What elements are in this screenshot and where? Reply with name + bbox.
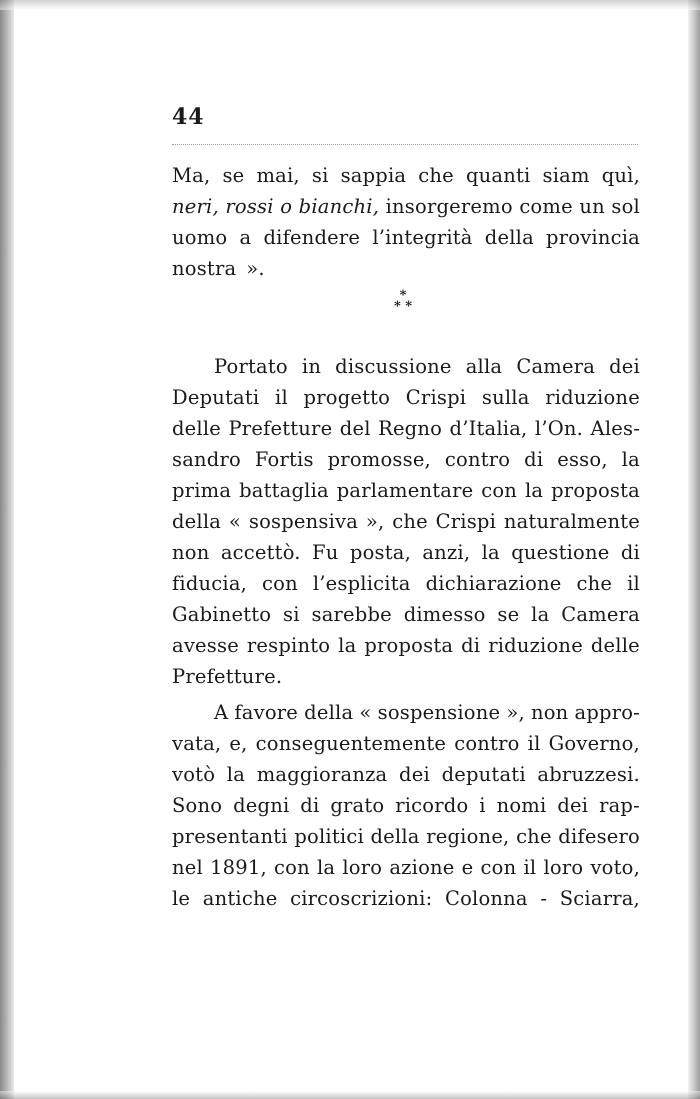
word: 1891, — [210, 856, 267, 879]
word: la — [316, 856, 336, 879]
word: Prefetture. — [172, 665, 283, 688]
asterism-bottom: * * — [393, 299, 413, 314]
word: Ales- — [590, 417, 640, 440]
word: ricordo — [395, 794, 469, 817]
word: dichiarazione — [425, 572, 562, 595]
word: il — [527, 732, 541, 755]
text-line — [172, 191, 640, 222]
word: dei — [399, 763, 430, 786]
word: il — [523, 856, 537, 879]
word: politici — [294, 825, 364, 848]
paragraph-vote — [172, 697, 640, 914]
word: che — [516, 825, 552, 848]
word: », — [365, 510, 385, 533]
word: delle — [172, 417, 222, 440]
word: « — [359, 701, 372, 724]
word: della — [484, 226, 534, 249]
word: alla — [465, 355, 503, 378]
word: esso, — [557, 448, 608, 471]
text-line — [172, 506, 640, 537]
word: difesero — [558, 825, 640, 848]
word: antiche — [202, 887, 278, 910]
text-line — [172, 728, 640, 759]
word: deputati — [441, 763, 526, 786]
text-line — [172, 351, 640, 382]
word: nel — [172, 856, 203, 879]
word: dei — [557, 794, 589, 817]
text-line — [172, 821, 640, 852]
word: loro — [342, 856, 383, 879]
word: Deputati — [172, 386, 260, 409]
word: Ma, — [172, 164, 211, 187]
word: grato — [330, 794, 385, 817]
word: la — [481, 541, 500, 564]
word: che — [576, 572, 613, 595]
word: delle — [590, 634, 640, 657]
word: della — [304, 701, 354, 724]
word: del — [339, 417, 371, 440]
word: Crispi — [435, 510, 497, 533]
word: sappia — [340, 164, 407, 187]
word: che — [392, 510, 428, 533]
word-italic: bianchi, — [298, 195, 380, 218]
word: la — [531, 603, 550, 626]
word: si — [311, 164, 329, 187]
word: sandro — [172, 448, 241, 471]
word: Prefetture — [228, 417, 333, 440]
text-line — [172, 444, 640, 475]
word: promosse, — [327, 448, 431, 471]
text-line — [172, 883, 640, 914]
scan-edge-left — [0, 0, 14, 1099]
word: a — [239, 226, 252, 249]
text-line — [172, 413, 640, 444]
word: A — [214, 701, 229, 724]
word: e — [461, 856, 474, 879]
word: Sciarra, — [559, 887, 640, 910]
word: conseguentemente — [255, 732, 447, 755]
word: la — [338, 634, 357, 657]
word: dei — [609, 355, 640, 378]
word: Portato — [214, 355, 288, 378]
word: circoscrizioni: — [290, 887, 433, 910]
scan-edge-right — [688, 0, 700, 1099]
word: proposta — [364, 634, 454, 657]
text-line — [172, 759, 640, 790]
word: i — [479, 794, 486, 817]
word: siam — [542, 164, 590, 187]
paragraph-quote-ending — [172, 160, 640, 284]
word: un — [579, 195, 605, 218]
word: anzi, — [422, 541, 471, 564]
word: - — [540, 887, 548, 910]
word: fiducia, — [172, 572, 248, 595]
word: riduzione — [488, 634, 583, 657]
word: le — [172, 887, 191, 910]
word: d’Italia, — [449, 417, 528, 440]
word: Fu — [312, 541, 339, 564]
word: in — [301, 355, 322, 378]
word: insorgeremo — [385, 195, 513, 218]
word: di — [620, 541, 640, 564]
word: Colonna — [444, 887, 528, 910]
word: presentanti — [172, 825, 288, 848]
paragraph-main — [172, 351, 640, 692]
word: avesse — [172, 634, 239, 657]
text-line — [172, 160, 640, 191]
word: il — [627, 572, 640, 595]
text-line — [172, 222, 640, 253]
scan-edge-top — [0, 0, 700, 10]
word: maggioranza — [256, 763, 388, 786]
word-italic: rossi — [225, 195, 274, 218]
word: l’esplicita — [312, 572, 411, 595]
word: Regno — [378, 417, 443, 440]
word: vata, — [172, 732, 222, 755]
text-line — [172, 537, 640, 568]
word: uomo — [172, 226, 228, 249]
word-italic: neri, — [172, 195, 219, 218]
word: provincia — [546, 226, 640, 249]
word: sarebbe — [311, 603, 392, 626]
word: della — [370, 825, 420, 848]
word: degni — [233, 794, 290, 817]
word: e, — [229, 732, 248, 755]
page-number: 44 — [172, 104, 205, 130]
text-line — [172, 661, 640, 692]
word: sol — [611, 195, 640, 218]
word: Gabinetto — [172, 603, 272, 626]
word: con — [481, 479, 518, 502]
word: voto, — [590, 856, 640, 879]
word: appro- — [574, 701, 640, 724]
word: abruzzesi. — [537, 763, 640, 786]
word: difendere — [263, 226, 361, 249]
word: « — [228, 510, 242, 533]
text-line — [172, 630, 640, 661]
word: contro — [454, 732, 520, 755]
word: regione, — [426, 825, 510, 848]
word: Governo, — [548, 732, 640, 755]
word: accettò. — [220, 541, 301, 564]
word: la — [226, 763, 246, 786]
word: con — [274, 856, 310, 879]
word: respinto — [246, 634, 331, 657]
word: progetto — [303, 386, 391, 409]
word: nostra — [172, 257, 237, 280]
word: parlamentare — [336, 479, 474, 502]
word: sospensiva — [248, 510, 359, 533]
header-rule — [172, 144, 638, 145]
word: di — [300, 794, 320, 817]
word-italic: o — [280, 195, 293, 218]
word: quì, — [601, 164, 640, 187]
word: di — [461, 634, 481, 657]
word: Camera — [561, 603, 640, 626]
section-asterism — [388, 290, 418, 312]
word: », — [506, 701, 525, 724]
text-line — [172, 697, 640, 728]
word: Fortis — [254, 448, 314, 471]
text-line — [172, 568, 640, 599]
word: dimesso — [403, 603, 486, 626]
word: si — [283, 603, 300, 626]
word: nomi — [496, 794, 547, 817]
word: la — [524, 479, 544, 502]
scan-edge-bottom — [0, 1091, 700, 1099]
word: se — [222, 164, 245, 187]
word: posta, — [349, 541, 411, 564]
word: con — [480, 856, 517, 879]
word: proposta — [551, 479, 640, 502]
word: sulla — [481, 386, 530, 409]
word: non — [172, 541, 210, 564]
word: favore — [234, 701, 299, 724]
word: non — [530, 701, 569, 724]
word: come — [519, 195, 573, 218]
word: con — [262, 572, 298, 595]
word: contro — [444, 448, 511, 471]
word: prima — [172, 479, 232, 502]
word: il — [275, 386, 288, 409]
word: se — [497, 603, 520, 626]
word: l’integrità — [372, 226, 473, 249]
word: la — [621, 448, 640, 471]
word: ». — [246, 257, 265, 280]
text-line — [172, 475, 640, 506]
text-line — [172, 852, 640, 883]
word: rap- — [599, 794, 640, 817]
word: questione — [511, 541, 610, 564]
text-line — [172, 253, 640, 284]
word: quanti — [465, 164, 531, 187]
word: mai, — [256, 164, 300, 187]
word: Camera — [516, 355, 596, 378]
asterism-top: * — [399, 288, 407, 303]
text-line — [172, 599, 640, 630]
word: Sono — [172, 794, 223, 817]
word: discussione — [335, 355, 452, 378]
word: votò — [172, 763, 216, 786]
word: naturalmente — [503, 510, 640, 533]
text-line — [172, 790, 640, 821]
word: Crispi — [405, 386, 467, 409]
word: azione — [389, 856, 455, 879]
word: sospensione — [377, 701, 501, 724]
word: loro — [543, 856, 584, 879]
word: di — [524, 448, 544, 471]
text-line — [172, 382, 640, 413]
word: che — [418, 164, 454, 187]
word: della — [172, 510, 222, 533]
word: l’On. — [534, 417, 584, 440]
word: riduzione — [545, 386, 640, 409]
word: battaglia — [239, 479, 329, 502]
